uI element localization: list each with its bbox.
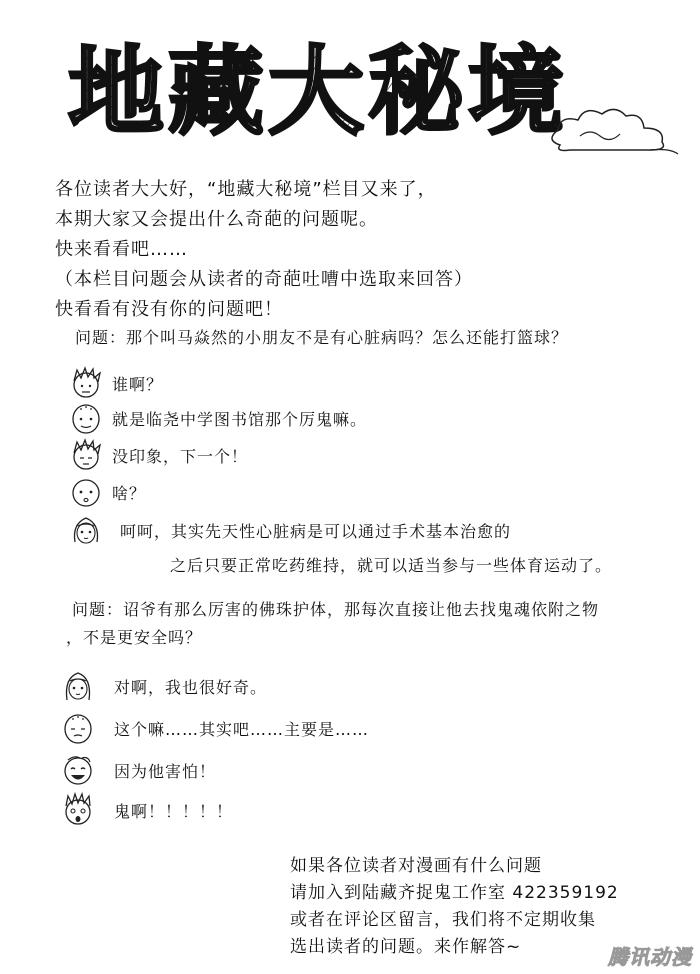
intro-line: 快看看有没有你的问题吧！ [55, 299, 283, 320]
bald-face-icon [68, 400, 104, 436]
title-text: 地藏大秘境 [68, 36, 568, 148]
girl-face-icon [68, 512, 104, 548]
dialogue-text: 没印象，下一个！ [112, 446, 249, 466]
laughing-face-icon [60, 752, 96, 788]
dialogue-text: 鬼啊！！！！！ [114, 801, 234, 821]
title-art [48, 30, 588, 150]
footer-notice [290, 853, 619, 961]
column-title-logo [48, 30, 588, 150]
scared-face-icon [60, 792, 96, 828]
dialogue-text: 因为他害怕！ [114, 761, 217, 781]
dialogue-row [68, 474, 146, 510]
cloud-doodle-icon [540, 100, 680, 160]
footer-line: 或者在评论区留言，我们将不定期收集 [290, 910, 596, 930]
dialogue-text: 啥？ [112, 483, 147, 503]
dialogue-text: 就是临尧中学图书馆那个厉鬼嘛。 [112, 409, 368, 429]
intro-line: （本栏目问题会从读者的奇葩吐嘈中选取来回答） [55, 269, 473, 290]
dialogue-row [60, 752, 216, 788]
footer-line: 如果各位读者对漫画有什么问题 [290, 856, 542, 876]
dialogue-row [60, 710, 369, 746]
dialogue-text: 对啊，我也很好奇。 [114, 677, 268, 697]
bald-face-icon [60, 710, 96, 746]
spiky-hair-face-icon [68, 365, 104, 401]
dialogue-row [60, 668, 267, 704]
intro-line: 快来看看吧…… [55, 239, 188, 260]
girl-face-icon [60, 668, 96, 704]
dialogue-continuation: 之后只要正常吃药维持，就可以适当参与一些体育运动了。 [170, 556, 613, 575]
dialogue-row [68, 365, 163, 401]
dialogue-row [60, 792, 233, 828]
footer-line: 请加入到陆藏齐捉鬼工作室 422359192 [290, 883, 619, 903]
footer-line: 选出读者的问题。来作解答~ [290, 937, 522, 957]
dialogue-text: 呵呵，其实先天性心脏病是可以通过手术基本治愈的 [120, 521, 512, 541]
question-2-line-1: 问题：诏爷有那么厉害的佛珠护体，那每次直接让他去找鬼魂依附之物 [72, 600, 600, 619]
intro-line: 本期大家又会提出什么奇葩的问题呢。 [55, 209, 378, 230]
question-2-line-2: ，不是更安全吗？ [66, 628, 203, 647]
dialogue-text: 谁啊？ [112, 374, 164, 394]
intro-line: 各位读者大大好，“地藏大秘境”栏目又来了， [55, 179, 437, 200]
intro-paragraph [55, 175, 473, 325]
spiky-hair-face-icon [68, 437, 104, 473]
round-face-icon [68, 474, 104, 510]
dialogue-row [68, 437, 248, 473]
dialogue-row [68, 512, 511, 548]
dialogue-row [68, 400, 367, 436]
question-1: 问题：那个叫马焱然的小朋友不是有心脏病吗？怎么还能打篮球？ [75, 328, 569, 347]
dialogue-text: 这个嘛……其实吧……主要是…… [114, 719, 370, 739]
watermark-logo: 腾讯动漫 [608, 945, 692, 969]
